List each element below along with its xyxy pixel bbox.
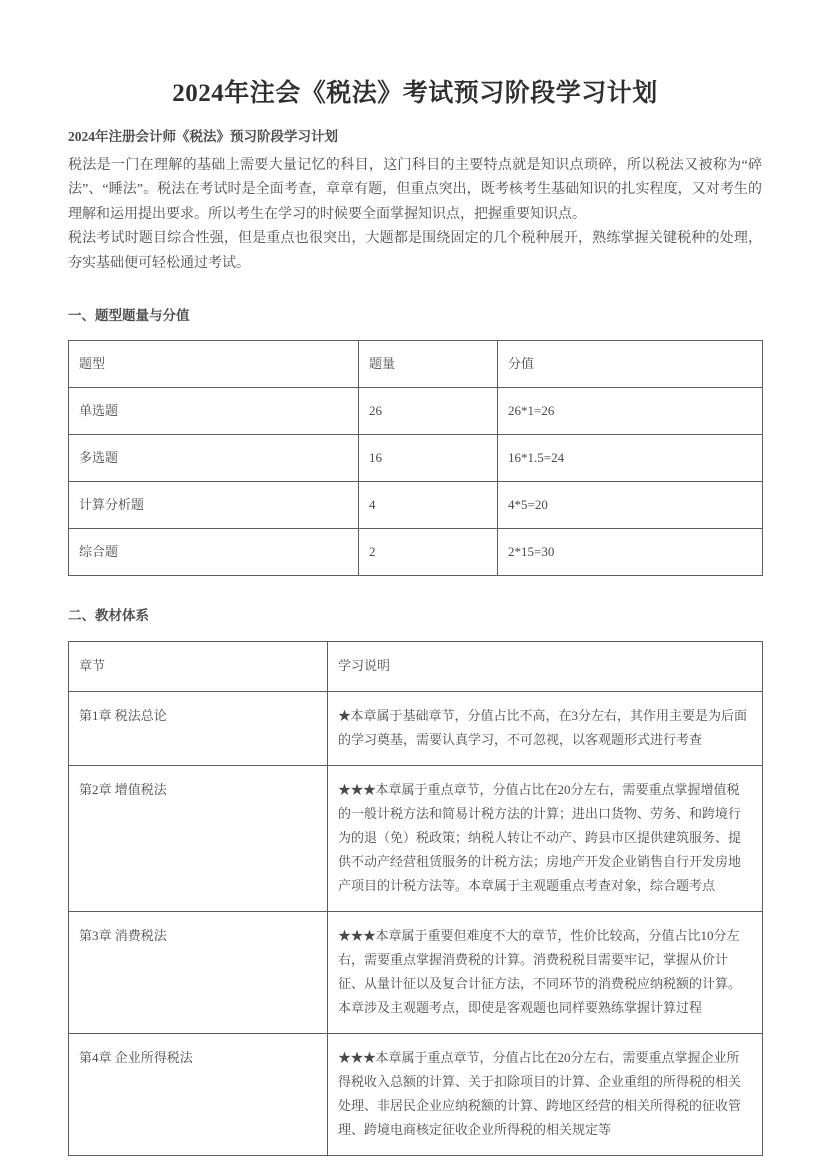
cell-score: 26*1=26 <box>498 388 763 435</box>
question-types-table <box>68 340 763 576</box>
cell-study-description <box>328 912 763 1034</box>
intro-paragraph-1: 税法是一门在理解的基础上需要大量记忆的科目，这门科目的主要特点就是知识点琐碎，所以税法又被称为“碎法”、“睡法”。税法在考试时是全面考查，章章有题，但重点突出，既考核考生基础知识的扎实程度，又对考生的理解和运用提出要求。所以考生在学习的时候要全面掌握知识点，把握重要知识点。 <box>68 157 762 222</box>
cell-count: 4 <box>359 482 498 529</box>
section-heading-textbook-system: 二、教材体系 <box>68 608 149 624</box>
cell-count: 2 <box>359 529 498 576</box>
intro-paragraph-2: 税法考试时题目综合性强，但是重点也很突出，大题都是围绕固定的几个税种展开，熟练掌握关键税种的处理，夯实基础便可轻松通过考试。 <box>68 231 762 271</box>
column-header-chapter: 章节 <box>69 641 328 691</box>
column-header-question-type: 题型 <box>69 341 359 388</box>
table-row <box>69 765 763 911</box>
cell-score: 16*1.5=24 <box>498 435 763 482</box>
cell-question-type: 计算分析题 <box>69 482 359 529</box>
cell-chapter-name: 第4章 企业所得税法 <box>69 1034 328 1156</box>
column-header-count: 题量 <box>359 341 498 388</box>
table-row <box>69 912 763 1034</box>
table-header-row <box>69 341 763 388</box>
section-heading-question-types: 一、题型题量与分值 <box>68 308 190 323</box>
cell-count: 16 <box>359 435 498 482</box>
cell-study-description <box>328 765 763 911</box>
document-subtitle: 2024年注册会计师《税法》预习阶段学习计划 <box>68 129 338 145</box>
table-row <box>69 435 763 482</box>
description-text: 本章属于重点章节，分值占比在20分左右，需要重点掌握企业所得税收入总额的计算、关于扣除项目的计算、企业重组的所得税的相关处理、非居民企业应纳税额的计算、跨地区经营的相关所得税的征收管理、跨境电商核定征收企业所得税的相关规定等 <box>338 1050 742 1138</box>
cell-score: 2*15=30 <box>498 529 763 576</box>
description-text: 本章属于基础章节，分值占比不高，在3分左右，其作用主要是为后面的学习奠基，需要认真学习，不可忽视，以客观题形式进行考查 <box>338 707 748 747</box>
cell-chapter-name: 第3章 消费税法 <box>69 912 328 1034</box>
cell-question-type: 多选题 <box>69 435 359 482</box>
column-header-study-notes: 学习说明 <box>328 641 763 691</box>
star-rating-icon: ★★★ <box>338 1050 376 1066</box>
cell-question-type: 单选题 <box>69 388 359 435</box>
description-text: 本章属于重要但难度不大的章节，性价比较高，分值占比10分左右，需要重点掌握消费税的计算。消费税税目需要牢记，掌握从价计征、从量计征以及复合计征方法，不同环节的消费税应纳税额的计算。本章涉及主观题考点，即使是客观题也同样要熟练掌握计算过程 <box>338 928 742 1016</box>
table-header-row <box>69 641 763 691</box>
table-row <box>69 388 763 435</box>
cell-study-description <box>328 1034 763 1156</box>
star-rating-icon: ★ <box>338 707 351 723</box>
cell-chapter-name: 第2章 增值税法 <box>69 765 328 911</box>
textbook-system-table <box>68 641 763 1157</box>
star-rating-icon: ★★★ <box>338 928 376 944</box>
page-title: 2024年注会《税法》考试预习阶段学习计划 <box>172 80 658 107</box>
column-header-score: 分值 <box>498 341 763 388</box>
table-row <box>69 482 763 529</box>
cell-question-type: 综合题 <box>69 529 359 576</box>
description-text: 本章属于重点章节，分值占比在20分左右，需要重点掌握增值税的一般计税方法和简易计税方法的计算；进出口货物、劳务、和跨境行为的退（免）税政策；纳税人转让不动产、跨县市区提供建筑服务、提供不动产经营租赁服务的计税方法；房地产开发企业销售自行开发房地产项目的计税方法等。本章属于主观题重点考查对象，综合题考点 <box>338 781 742 894</box>
table-row <box>69 1034 763 1156</box>
star-rating-icon: ★★★ <box>338 781 376 797</box>
cell-count: 26 <box>359 388 498 435</box>
cell-chapter-name: 第1章 税法总论 <box>69 691 328 765</box>
cell-score: 4*5=20 <box>498 482 763 529</box>
table-row <box>69 691 763 765</box>
cell-study-description <box>328 691 763 765</box>
table-row <box>69 529 763 576</box>
